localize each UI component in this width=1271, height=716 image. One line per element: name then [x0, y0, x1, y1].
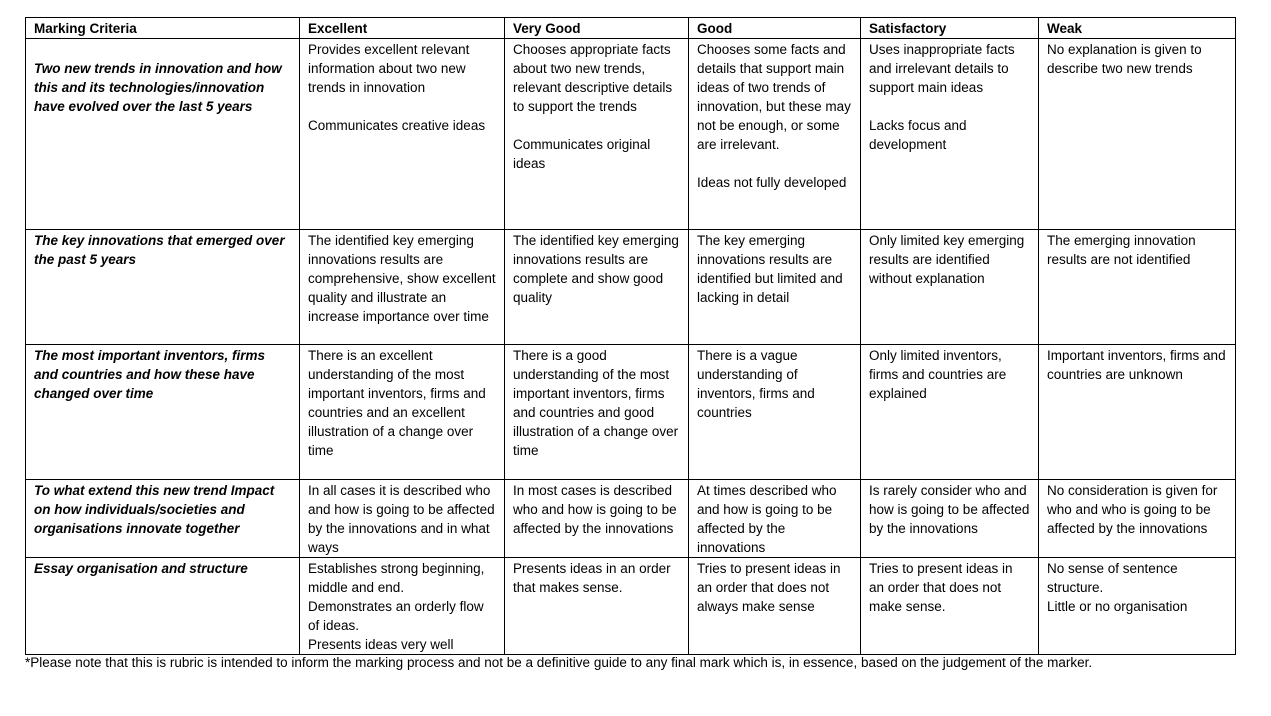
table-row — [26, 230, 1236, 345]
header-satisfactory: Satisfactory — [861, 18, 1039, 39]
good-cell: At times described who and how is going to be affected by the innovations — [689, 480, 861, 558]
table-header-row — [26, 18, 1236, 39]
weak-cell: No sense of sentence structure. Little or no organisation — [1039, 558, 1236, 655]
criterion-cell: The key innovations that emerged over the past 5 years — [26, 230, 300, 345]
header-very-good: Very Good — [505, 18, 689, 39]
criterion-cell: The most important inventors, firms and countries and how these have changed over time — [26, 345, 300, 480]
satisfactory-cell: Uses inappropriate facts and irrelevant details to support main ideas Lacks focus and development — [861, 39, 1039, 230]
good-cell: Tries to present ideas in an order that does not always make sense — [689, 558, 861, 655]
header-good: Good — [689, 18, 861, 39]
table-row — [26, 39, 1236, 230]
criterion-cell: Essay organisation and structure — [26, 558, 300, 655]
good-cell: The key emerging innovations results are identified but limited and lacking in detail — [689, 230, 861, 345]
criterion-cell: Two new trends in innovation and how this and its technologies/innovation have evolved over the last 5 years — [26, 39, 300, 230]
weak-cell: The emerging innovation results are not identified — [1039, 230, 1236, 345]
good-cell: Chooses some facts and details that support main ideas of two trends of innovation, but these may not be enough, or some are irrelevant. Ideas not fully developed — [689, 39, 861, 230]
weak-cell: No explanation is given to describe two new trends — [1039, 39, 1236, 230]
excellent-cell: In all cases it is described who and how is going to be affected by the innovations and in what ways — [300, 480, 505, 558]
satisfactory-cell: Only limited key emerging results are identified without explanation — [861, 230, 1039, 345]
excellent-cell: There is an excellent understanding of the most important inventors, firms and countries and an excellent illustration of a change over time — [300, 345, 505, 480]
good-cell: There is a vague understanding of inventors, firms and countries — [689, 345, 861, 480]
table-row — [26, 480, 1236, 558]
very-good-cell: Presents ideas in an order that makes sense. — [505, 558, 689, 655]
satisfactory-cell: Is rarely consider who and how is going to be affected by the innovations — [861, 480, 1039, 558]
criterion-cell: To what extend this new trend Impact on how individuals/societies and organisations innovate together — [26, 480, 300, 558]
satisfactory-cell: Tries to present ideas in an order that does not make sense. — [861, 558, 1039, 655]
very-good-cell: The identified key emerging innovations results are complete and show good quality — [505, 230, 689, 345]
satisfactory-cell: Only limited inventors, firms and countries are explained — [861, 345, 1039, 480]
weak-cell: Important inventors, firms and countries are unknown — [1039, 345, 1236, 480]
header-weak: Weak — [1039, 18, 1236, 39]
weak-cell: No consideration is given for who and who is going to be affected by the innovations — [1039, 480, 1236, 558]
very-good-cell: Chooses appropriate facts about two new trends, relevant descriptive details to support the trends Communicates original ideas — [505, 39, 689, 230]
table-row — [26, 345, 1236, 480]
marking-rubric-table — [25, 17, 1236, 655]
excellent-cell: Establishes strong beginning, middle and end. Demonstrates an orderly flow of ideas. Presents ideas very well — [300, 558, 505, 655]
very-good-cell: In most cases is described who and how is going to be affected by the innovations — [505, 480, 689, 558]
header-marking-criteria: Marking Criteria — [26, 18, 300, 39]
header-excellent: Excellent — [300, 18, 505, 39]
very-good-cell: There is a good understanding of the most important inventors, firms and countries and good illustration of a change over time — [505, 345, 689, 480]
table-row — [26, 558, 1236, 655]
excellent-cell: Provides excellent relevant information about two new trends in innovation Communicates creative ideas — [300, 39, 505, 230]
excellent-cell: The identified key emerging innovations results are comprehensive, show excellent quality and illustrate an increase importance over time — [300, 230, 505, 345]
footnote: *Please note that this is rubric is intended to inform the marking process and not be a definitive guide to any final mark which is, in essence, based on the judgement of the marker. — [25, 655, 1093, 670]
